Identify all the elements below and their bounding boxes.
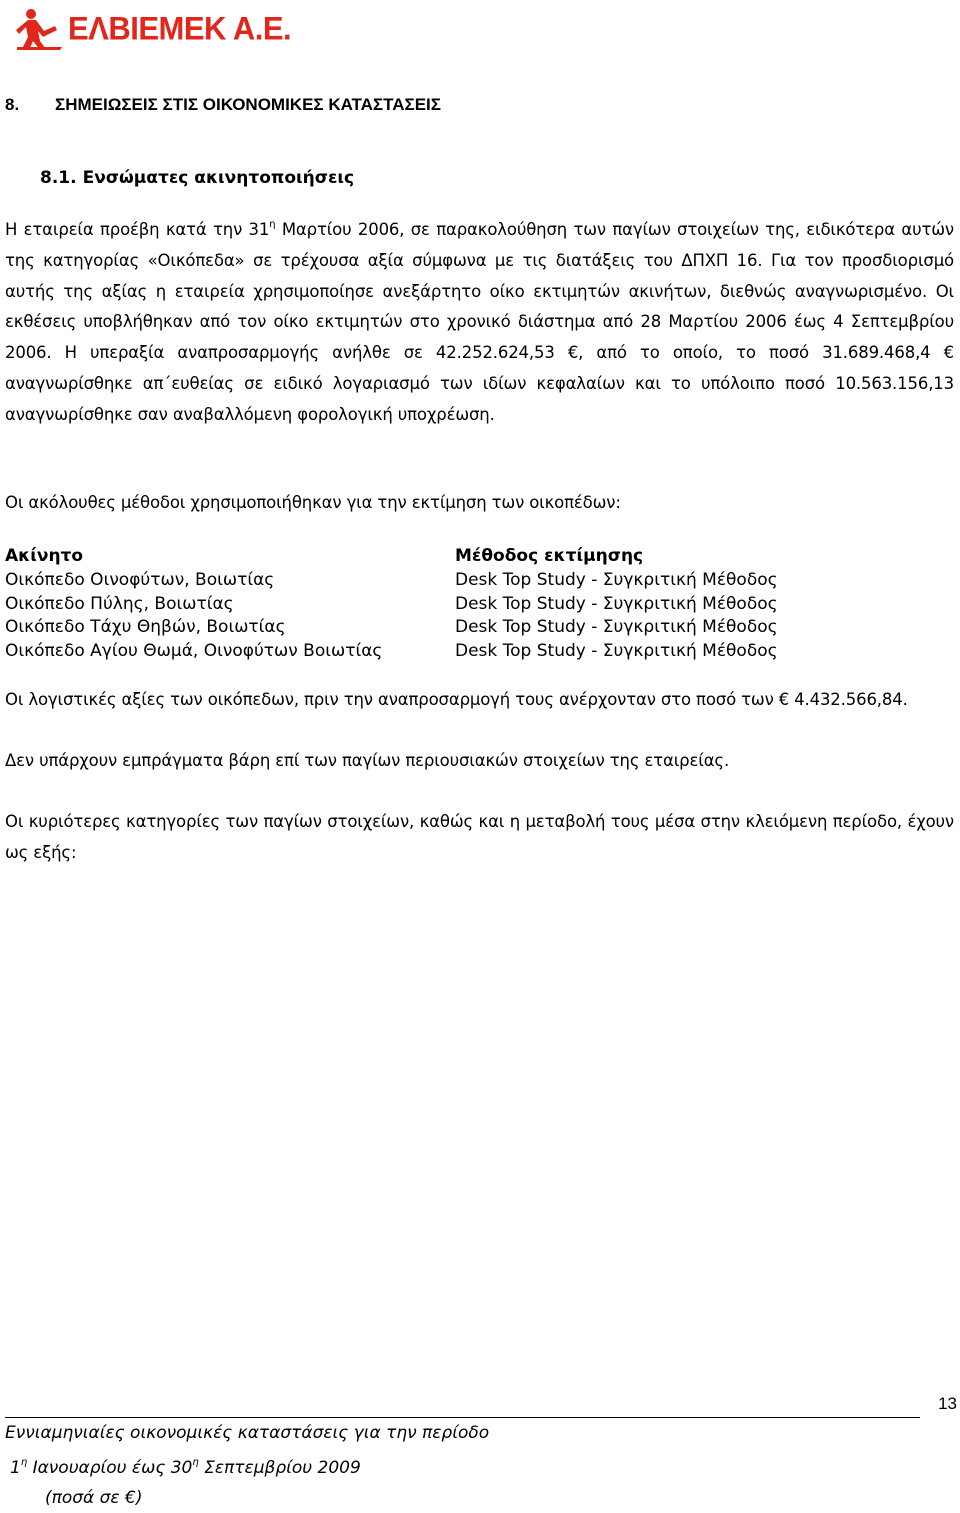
paragraph-revaluation (5, 210, 954, 431)
footer-line-1: Εννιαμηνιαίες οικονομικές καταστάσεις για την περίοδο (5, 1423, 490, 1443)
table-cell: Οικόπεδο Αγίου Θωμά, Οινοφύτων Βοιωτίας (5, 641, 383, 662)
table-cell: Desk Top Study - Συγκριτική Μέθοδος (455, 617, 778, 638)
section-heading (5, 95, 441, 115)
footer-text: 1 (10, 1458, 21, 1478)
paragraph-categories: Οι κυριότερες κατηγορίες των παγίων στοιχείων, καθώς και η μεταβολή τους μέσα στην κλειόμενη περίοδο, έχουν ως εξής: (5, 812, 954, 862)
subsection-title: Ενσώματες ακινητοποιήσεις (82, 168, 355, 188)
paragraph-encumbrances: Δεν υπάρχουν εμπράγματα βάρη επί των παγίων περιουσιακών στοιχείων της εταιρείας. (5, 751, 730, 770)
superscript: η (192, 1457, 199, 1468)
table-cell: Desk Top Study - Συγκριτική Μέθοδος (455, 593, 778, 614)
section-number: 8. (5, 95, 20, 114)
section-title: ΣΗΜΕΙΩΣΕΙΣ ΣΤΙΣ ΟΙΚΟΝΟΜΙΚΕΣ ΚΑΤΑΣΤΑΣΕΙΣ (55, 95, 441, 114)
worker-figure-icon (14, 7, 64, 51)
table-cell: Οικόπεδο Τάχυ Θηβών, Βοιωτίας (5, 617, 286, 638)
method-column (455, 545, 935, 664)
subsection-number: 8.1. (40, 168, 77, 188)
paragraph-text: Η εταιρεία προέβη κατά την 31 (5, 220, 270, 239)
footer-text: Ιανουαρίου έως 30 (27, 1458, 193, 1478)
footer (5, 1418, 489, 1513)
property-column (5, 545, 445, 664)
table-cell: Desk Top Study - Συγκριτική Μέθοδος (455, 641, 778, 662)
footer-line-2 (5, 1448, 489, 1483)
page-number: 13 (938, 1394, 957, 1413)
paragraph-methods-intro: Οι ακόλουθες μέθοδοι χρησιμοποιήθηκαν για την εκτίμηση των οικοπέδων: (5, 493, 621, 512)
company-name: ΕΛΒΙΕΜΕΚ Α.Ε. (68, 10, 292, 47)
subsection-heading (40, 168, 354, 188)
column-header-property: Ακίνητο (5, 546, 84, 566)
footer-line-3: (ποσά σε €) (45, 1488, 143, 1508)
footer-text: Σεπτεμβρίου 2009 (198, 1458, 361, 1478)
table-cell: Οικόπεδο Πύλης, Βοιωτίας (5, 593, 234, 614)
table-cell: Οικόπεδο Οινοφύτων, Βοιωτίας (5, 569, 275, 590)
superscript: η (20, 1457, 28, 1468)
paragraph-text: Μαρτίου 2006, σε παρακολούθηση των παγίων στοιχείων της, ειδικότερα αυτών της κατηγορίας «Οικόπεδα» σε τρέχουσα αξία σύμφωνα με τις διατάξεις του ΔΠΧΠ 16. Για τον προσδιορισμό αυτής της αξίας η εταιρεία χρησιμοποίησε ανεξάρτητο οίκο εκτιμητών ακινήτων, διεθνώς αναγνωρισμένο. Οι εκθέσεις υποβλήθηκαν από τον οίκο εκτιμητών στο χρονικό διάστημα από 28 Μαρτίου 2006 έως 4 Σεπτεμβρίου 2006. Η υπεραξία αναπροσαρμογής ανήλθε σε 42.252.624,53 €, από το οποίο, το ποσό 31.689.468,4 € αναγνωρίσθηκε απ΄ευθείας σε ειδικό λογαριασμό των ιδίων κεφαλαίων και το υπόλοιπο ποσό 10.563.156,13 αναγνωρίσθηκε σαν αναβαλλόμενη φορολογική υποχρέωση. (5, 220, 954, 424)
superscript: η (269, 219, 276, 230)
paragraph-book-values: Οι λογιστικές αξίες των οικόπεδων, πριν την αναπροσαρμογή τους ανέρχονταν στο ποσό των € 4.432.566,84. (5, 690, 908, 709)
company-logo (14, 6, 291, 52)
table-cell: Desk Top Study - Συγκριτική Μέθοδος (455, 569, 778, 590)
column-header-method: Μέθοδος εκτίμησης (455, 546, 644, 566)
